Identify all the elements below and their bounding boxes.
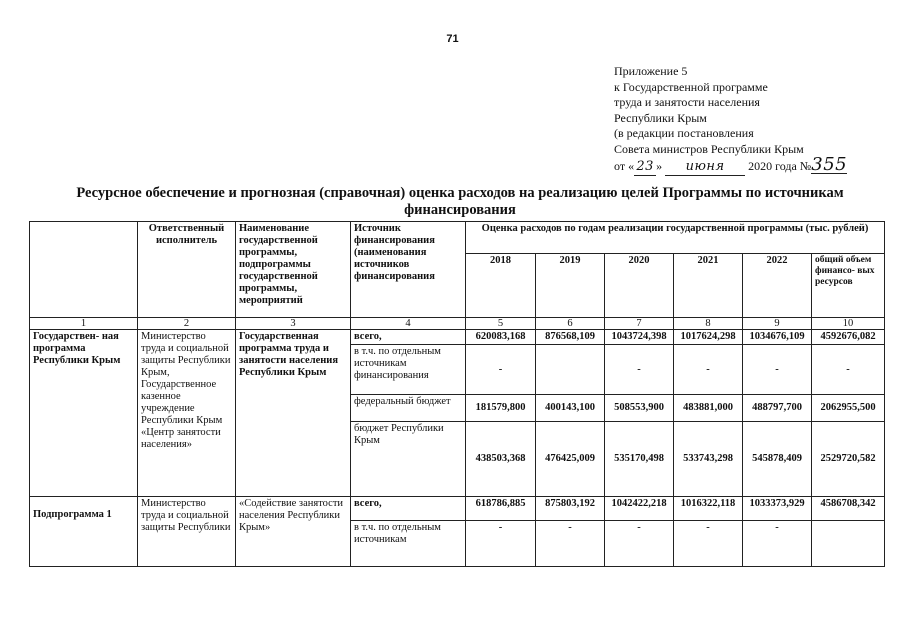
- source-label: всего,: [351, 330, 466, 345]
- header-col1: [30, 222, 138, 318]
- column-number: 4: [351, 318, 466, 330]
- header-year: 2018: [466, 254, 536, 318]
- value-cell: [536, 345, 605, 395]
- value-cell: 1043724,398: [605, 330, 674, 345]
- value-cell: 4592676,082: [812, 330, 885, 345]
- appendix-line: Республики Крым: [614, 110, 707, 125]
- source-label: бюджет Республики Крым: [351, 422, 466, 497]
- value-cell: -: [674, 345, 743, 395]
- value-cell: 876568,109: [536, 330, 605, 345]
- value-cell: -: [743, 521, 812, 567]
- program-executor: Министерство труда и социальной защиты Республики Крым, Государственное казенное учреждение Республики Крым «Центр занятости населения»: [138, 330, 236, 497]
- value-cell: 400143,100: [536, 395, 605, 422]
- column-number: 7: [605, 318, 674, 330]
- column-number: 1: [30, 318, 138, 330]
- source-label: в т.ч. по отдельным источникам финансирования: [351, 345, 466, 395]
- header-year: 2021: [674, 254, 743, 318]
- appendix-line: труда и занятости населения: [614, 95, 760, 109]
- value-cell: 488797,700: [743, 395, 812, 422]
- column-number: 9: [743, 318, 812, 330]
- header-year: 2020: [605, 254, 674, 318]
- value-cell: 1033373,929: [743, 497, 812, 521]
- value-cell: 2529720,582: [812, 422, 885, 497]
- appendix-line: Совета министров Республики Крым: [614, 141, 804, 156]
- value-cell: 535170,498: [605, 422, 674, 497]
- column-number: 10: [812, 318, 885, 330]
- header-source: Источник финансирования (наименования источников финансирования: [351, 222, 466, 318]
- value-cell: 545878,409: [743, 422, 812, 497]
- header-year: 2022: [743, 254, 812, 318]
- value-cell: -: [743, 345, 812, 395]
- source-label: федеральный бюджет: [351, 395, 466, 422]
- value-cell: 875803,192: [536, 497, 605, 521]
- document-number: 355: [811, 154, 848, 175]
- header-estimate: Оценка расходов по годам реализации государственной программы (тыс. рублей): [466, 222, 885, 254]
- value-cell: 1034676,109: [743, 330, 812, 345]
- header-program-name: Наименование государственной программы, подпрограммы государственной программы, мероприятий: [236, 222, 351, 318]
- subprogram-title: «Содействие занятости населения Республики Крым»: [236, 497, 351, 567]
- date-month: июня: [665, 159, 745, 176]
- appendix-line: (в редакции постановления: [614, 126, 754, 140]
- value-cell: -: [466, 345, 536, 395]
- source-label: в т.ч. по отдельным источникам: [351, 521, 466, 567]
- value-cell: -: [536, 521, 605, 567]
- subprogram-name: Подпрограмма 1: [30, 497, 138, 567]
- document-title: Ресурсное обеспечение и прогнозная (справочная) оценка расходов на реализацию целей Программы по источникам финансирования: [76, 185, 844, 218]
- value-cell: 1017624,298: [674, 330, 743, 345]
- value-cell: 533743,298: [674, 422, 743, 497]
- value-cell: [812, 521, 885, 567]
- value-cell: -: [812, 345, 885, 395]
- value-cell: 1016322,118: [674, 497, 743, 521]
- program-name: Государствен- ная программа Республики Крым: [30, 330, 138, 497]
- value-cell: -: [605, 521, 674, 567]
- value-cell: 618786,885: [466, 497, 536, 521]
- appendix-line: Приложение 5: [614, 64, 688, 78]
- appendix-line: к Государственной программе: [614, 79, 768, 94]
- column-number: 5: [466, 318, 536, 330]
- appendix-date-line: [614, 154, 848, 176]
- value-cell: 483881,000: [674, 395, 743, 422]
- column-number: 6: [536, 318, 605, 330]
- program-title: Государственная программа труда и занятости населения Республики Крым: [236, 330, 351, 497]
- resource-table: [29, 221, 885, 567]
- date-year: 2020 года №: [748, 159, 812, 173]
- value-cell: -: [605, 345, 674, 395]
- value-cell: 1042422,218: [605, 497, 674, 521]
- appendix-block: [614, 64, 847, 176]
- column-number: 3: [236, 318, 351, 330]
- value-cell: 508553,900: [605, 395, 674, 422]
- date-mid: »: [656, 159, 663, 173]
- value-cell: 620083,168: [466, 330, 536, 345]
- date-day: 23: [634, 159, 656, 176]
- value-cell: -: [466, 521, 536, 567]
- column-number: 2: [138, 318, 236, 330]
- value-cell: 4586708,342: [812, 497, 885, 521]
- subprogram-executor: Министерство труда и социальной защиты Республики: [138, 497, 236, 567]
- value-cell: 476425,009: [536, 422, 605, 497]
- source-label: всего,: [351, 497, 466, 521]
- value-cell: 2062955,500: [812, 395, 885, 422]
- value-cell: -: [674, 521, 743, 567]
- page-number: 71: [446, 33, 459, 45]
- value-cell: 438503,368: [466, 422, 536, 497]
- header-year: 2019: [536, 254, 605, 318]
- date-prefix: от «: [614, 159, 635, 173]
- column-number: 8: [674, 318, 743, 330]
- header-executor: Ответственный исполнитель: [138, 222, 236, 318]
- value-cell: 181579,800: [466, 395, 536, 422]
- header-total: общий объем финансо- вых ресурсов: [812, 254, 885, 318]
